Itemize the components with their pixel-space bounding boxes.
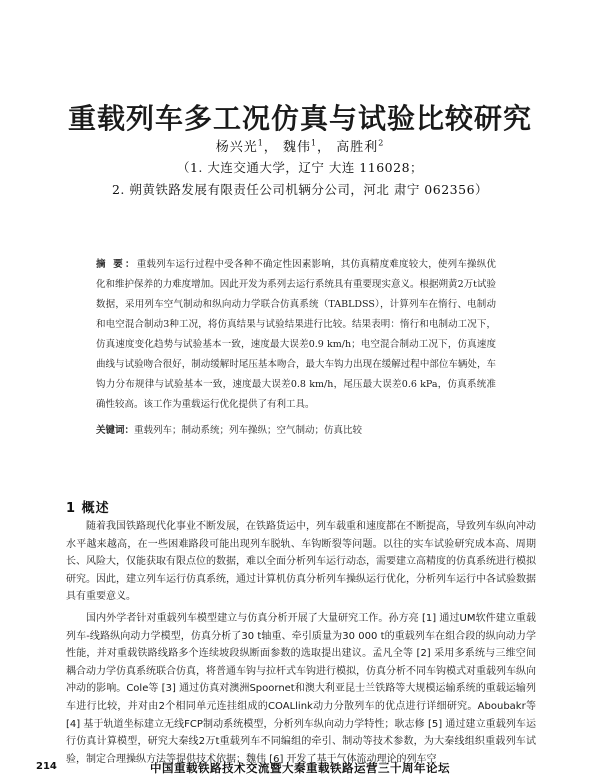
- body-paragraph: 随着我国铁路现代化事业不断发展，在铁路货运中，列车载重和速度都在不断提高，导致列车纵向冲动水平越来越高，在一些困难路段可能出现列车脱轨、车钩断裂等问题。以往的实车试验研究成本高、周期长、风险大，仅能获取有限点位的数据，难以全面分析列车运行动态，需要建立高精度的仿真系统进行模拟研究。因此，建立列车运行仿真系统，通过计算机仿真分析列车操纵运行优化，分析列车运行中各试验数据具有重要意义。: [66, 521, 536, 603]
- author-affiliation-mark: 1: [310, 138, 318, 148]
- abstract-label: 摘 要：: [96, 259, 137, 270]
- keywords-label: 关键词：: [96, 425, 135, 436]
- abstract-block: [96, 255, 496, 415]
- affiliation-line: （1. 大连交通大学，辽宁 大连 116028；: [176, 160, 424, 175]
- abstract-text: 重载列车运行过程中受各种不确定性因素影响，其仿真精度难度较大，使列车操纵优化和维护保养的力难度增加。因此开发为系列去运行系统具有重要现实意义。根据朔黄2万t试验数据，采用列车空气制动和纵向动力学联合仿真系统（TABLDSS），计算列车在惰行、电制动和电空混合制动3种工况，将仿真结果与试验结果进行比较。结果表明：惰行和电制动工况下，仿真速度变化趋势与试验基本一致，速度最大误差0.9 km/h；电空混合制动工况下，仿真速度曲线与试验吻合很好，制动缓解时尾压基本吻合，最大车钩力出现在缓解过程中部位车辆处，车钩力分布规律与试验基本一致，速度最大误差0.8 km/h，尾压最大误差0.6 kPa，仿真系统准确性较高。该工作为重载运行优化提供了有利工具。: [96, 259, 496, 410]
- author-affiliation-mark: 1: [257, 138, 264, 148]
- author-name: 魏伟: [282, 140, 311, 155]
- paper-title: 重载列车多工况仿真与试验比较研究: [67, 101, 532, 135]
- author-name: 高胜利: [336, 140, 379, 155]
- section-heading: 1 概述: [66, 500, 110, 516]
- keywords-text: 重载列车；制动系统；列车操纵；空气制动；仿真比较: [134, 425, 363, 436]
- page-footer: [0, 760, 600, 776]
- author-affiliation-mark: 2: [378, 138, 385, 148]
- keywords-block: [96, 422, 496, 440]
- author-name: 杨兴光: [215, 140, 258, 155]
- author-list: 杨兴光$^1$， 魏伟$^1$， 高胜利$^2$: [215, 138, 385, 155]
- affiliation-line: 2. 朔黄铁路发展有限责任公司机辆分公司，河北 肃宁 062356）: [111, 182, 489, 197]
- section-body: [66, 518, 536, 772]
- page-number: 214: [36, 761, 57, 772]
- body-paragraph: 国内外学者针对重载列车模型建立与仿真分析开展了大量研究工作。孙方亮 [1] 通过UM软件建立重载列车-线路纵向动力学模型，仿真分析了30 t轴重、牵引质量为30 000 t的重载列车在组合段的纵向动力学性能，并对重载铁路线路多个连续坡段纵断面参数的选取提出建议。孟凡全等 [2] 采用多系统与三维空间耦合动力学仿真系统联合仿真，将普通车钩与拉杆式车钩进行模拟，仿真分析不同车钩模式对重载列车纵向冲动的影响。Cole等 [3] 通过仿真对澳洲Spoornet和澳大利亚昆士兰铁路等大规模运输系统的重载运输列车进行比较，并对由2个相同单元连挂组成的COALlink动力分散列车的优点进行详细研究。Aboubakr等 [4] 基于轨道坐标建立无线FCP制动系统模型，分析列车纵向动力学特性；耿志修 [5] 通过建立重载列车运行仿真计算模型，研究大秦线2万t重载列车不同编组的牵引、制动等技术参数，为大秦线组织重载列车试验，制定合理操纵方法等提供技术依据；魏伟 [6] 开发了基于气体流动理论的列车空: [66, 612, 536, 765]
- conference-banner: 中国重载铁路技术交流暨大秦重载铁路运营三十周年论坛: [150, 761, 450, 775]
